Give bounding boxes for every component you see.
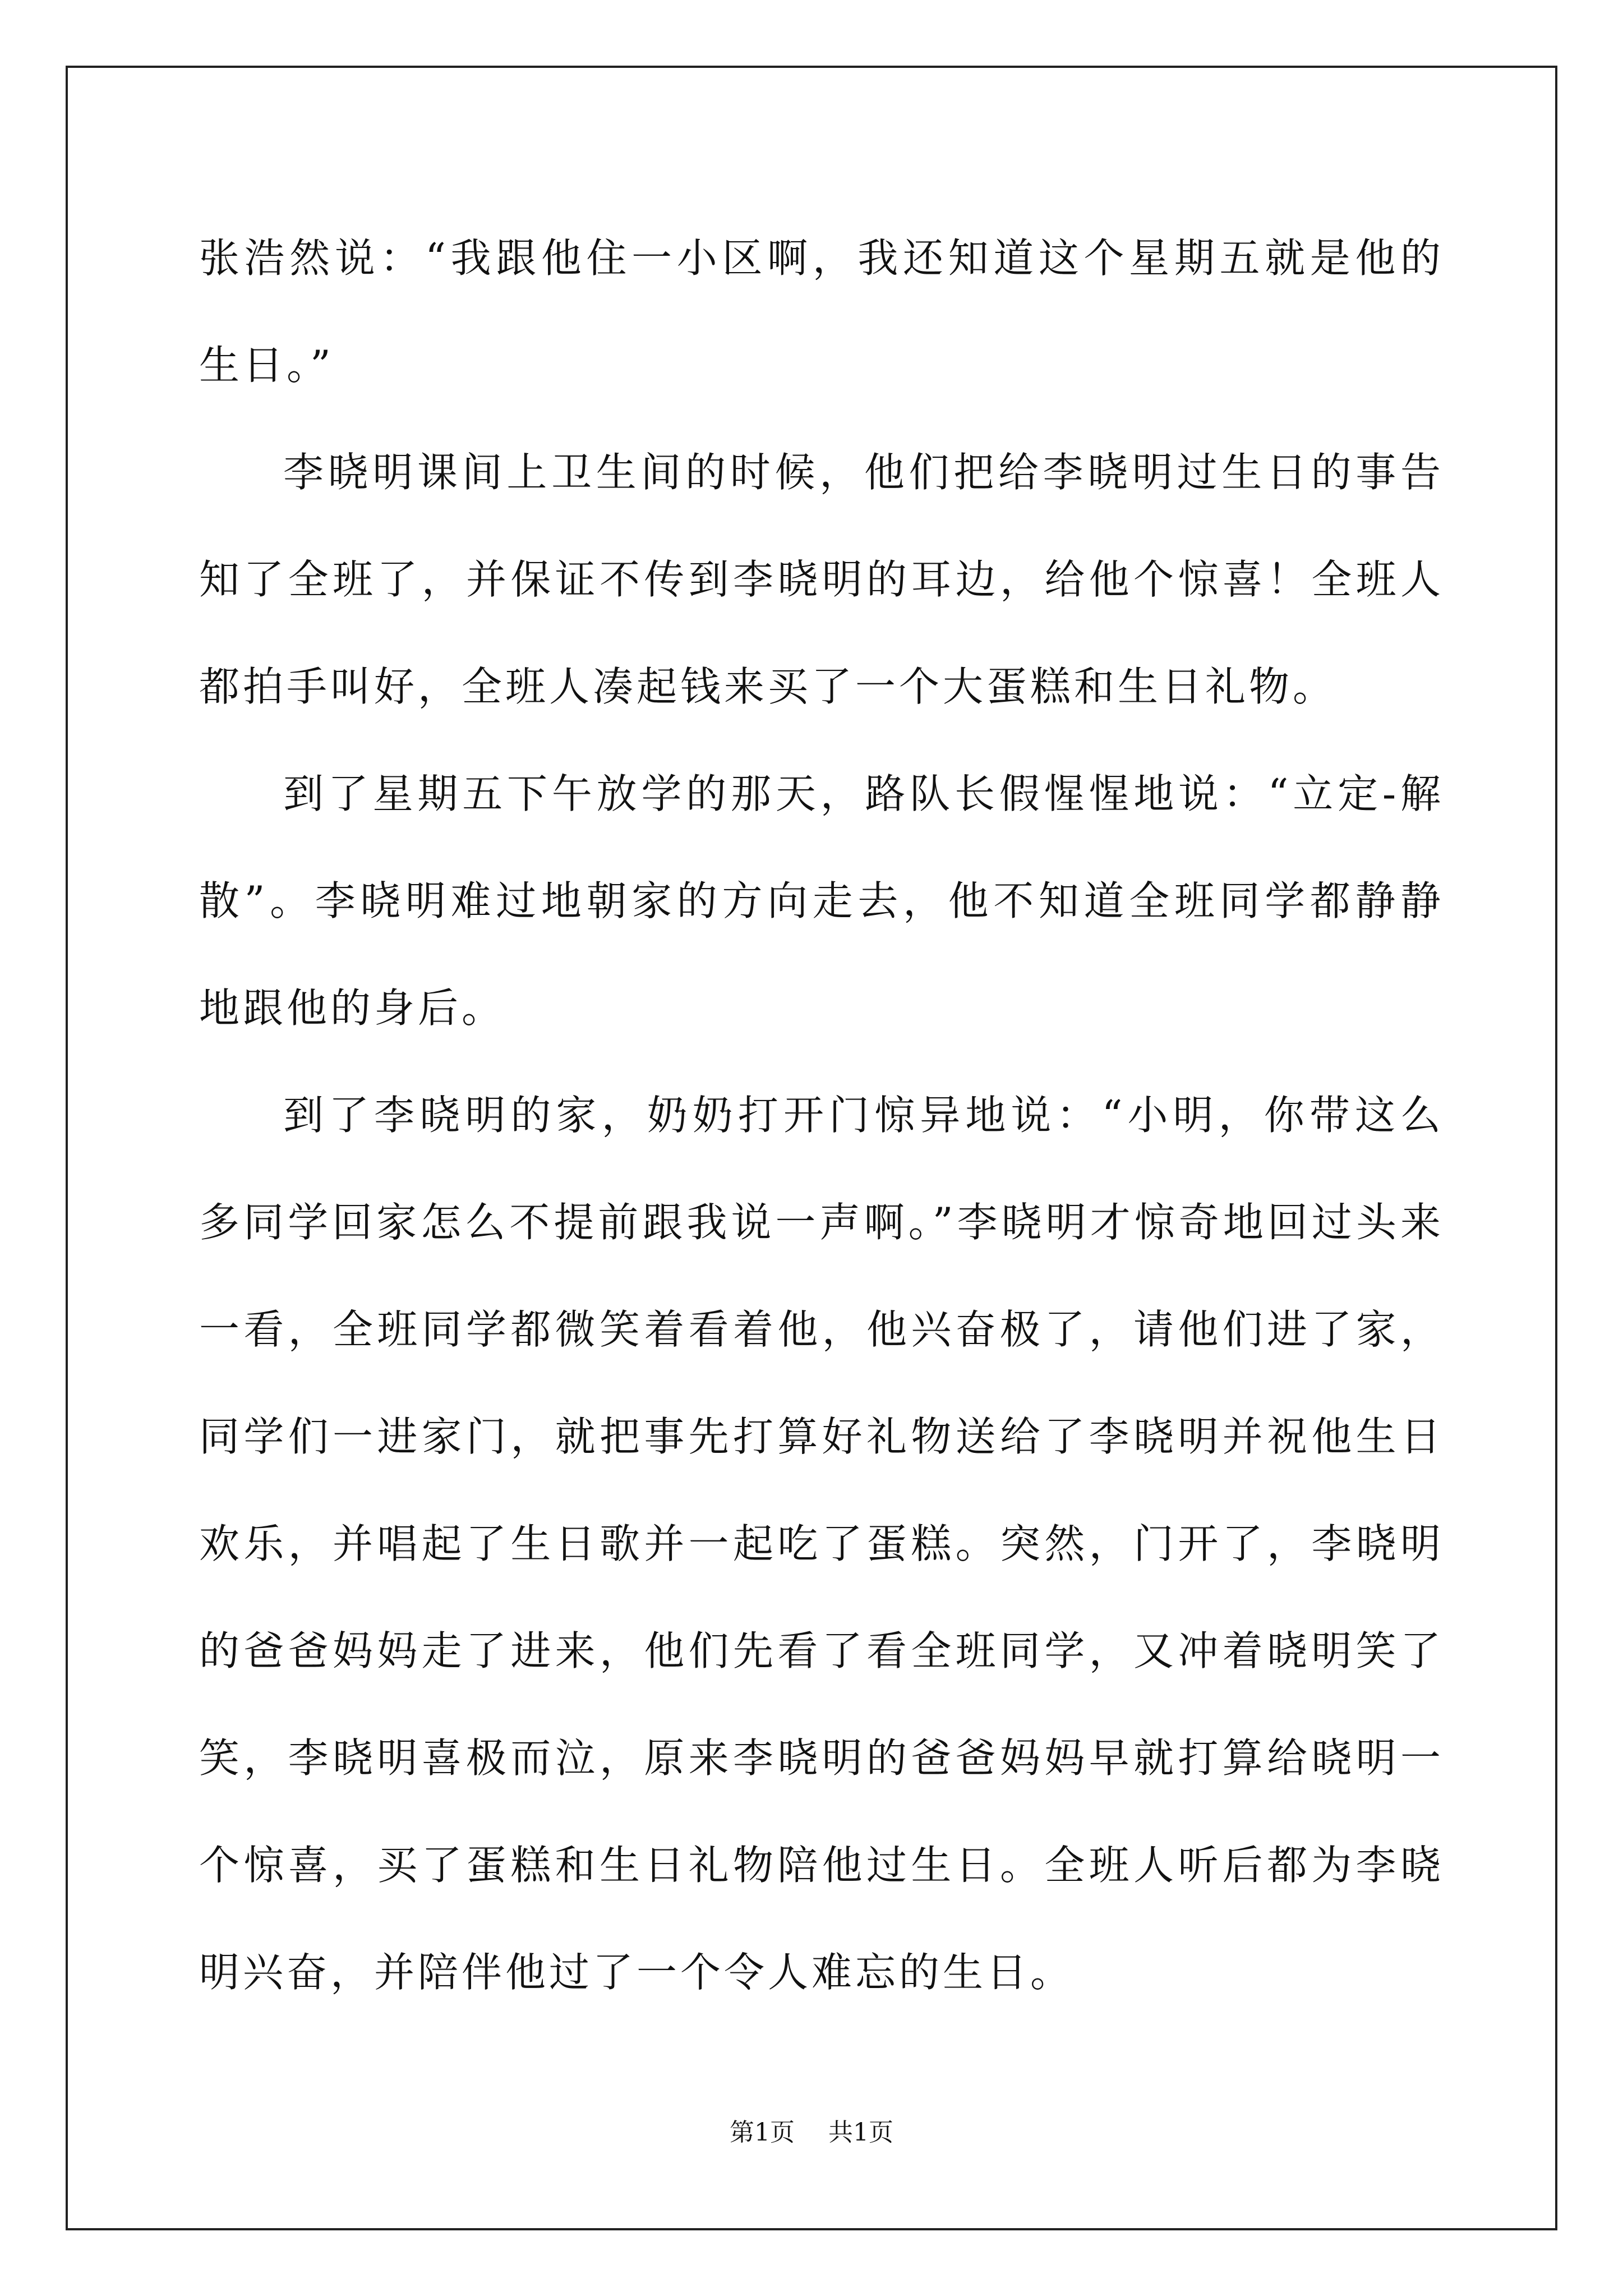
document-body (199, 205, 1444, 2026)
page-number: 第1页 (730, 2118, 795, 2147)
page-total: 共1页 (828, 2118, 893, 2147)
page-footer (0, 2112, 1623, 2148)
paragraph-3: 到了星期五下午放学的那天，路队长假惺惺地说：“立定-解散”。李晓明难过地朝家的方向走去，他不知道全班同学都静静地跟他的身后。 (199, 770, 1444, 1032)
paragraph-1: 张浩然说：“我跟他住一小区啊，我还知道这个星期五就是他的生日。” (199, 234, 1444, 389)
paragraph-2: 李晓明课间上卫生间的时候，他们把给李晓明过生日的事告知了全班了，并保证不传到李晓明的耳边，给他个惊喜！全班人都拍手叫好，全班人凑起钱来买了一个大蛋糕和生日礼物。 (199, 449, 1444, 710)
paragraph-4: 到了李晓明的家，奶奶打开门惊异地说：“小明，你带这么多同学回家怎么不提前跟我说一声啊。”李晓明才惊奇地回过头来一看，全班同学都微笑着看着他，他兴奋极了，请他们进了家，同学们一进家门，就把事先打算好礼物送给了李晓明并祝他生日欢乐，并唱起了生日歌并一起吃了蛋糕。突然，门开了，李晓明的爸爸妈妈走了进来，他们先看了看全班同学，又冲着晓明笑了笑，李晓明喜极而泣，原来李晓明的爸爸妈妈早就打算给晓明一个惊喜，买了蛋糕和生日礼物陪他过生日。全班人听后都为李晓明兴奋，并陪伴他过了一个令人难忘的生日。 (199, 1092, 1444, 1996)
